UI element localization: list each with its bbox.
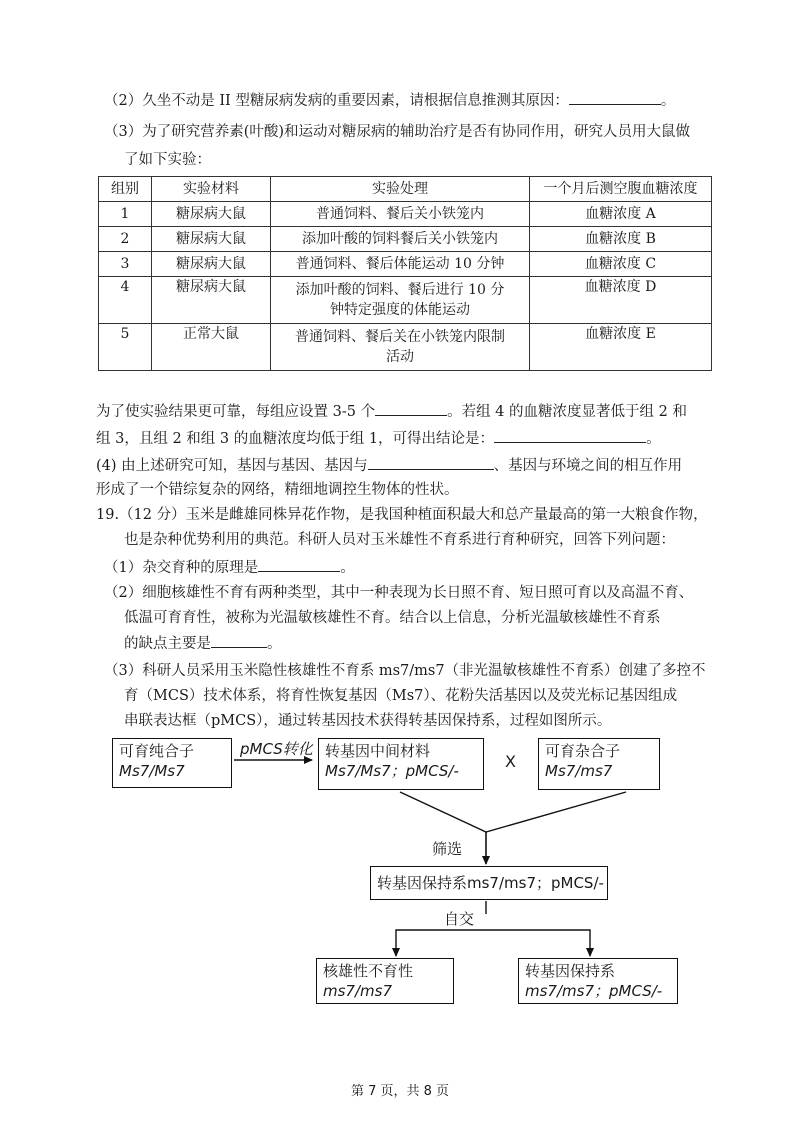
header-result: 一个月后测空腹血糖浓度 <box>530 177 712 202</box>
q18-part3-line1: （3）为了研究营养素(叶酸)和运动对糖尿病的辅助治疗是否有协同作用，研究人员用大鼠做 <box>104 124 691 140</box>
cell-material: 糖尿病大鼠 <box>152 227 271 252</box>
cell-material: 糖尿病大鼠 <box>152 277 271 324</box>
box-male-sterile: 核雄性不育性 ms7/ms7 <box>316 958 454 1004</box>
cross-merge-lines <box>400 792 626 832</box>
label-screening: 筛选 <box>432 840 463 858</box>
cell-result: 血糖浓度 C <box>530 252 712 277</box>
cell-treatment: 普通饲料、餐后关小铁笼内 <box>271 202 530 227</box>
cell-treatment: 普通饲料、餐后体能运动 10 分钟 <box>271 252 530 277</box>
cell-group: 5 <box>99 324 152 371</box>
cell-group: 3 <box>99 252 152 277</box>
q19-sub3-line1: （3）科研人员采用玉米隐性核雄性不育系 ms7/ms7（非光温敏核雄性不育系）创建了多控不 <box>104 663 706 679</box>
cell-material: 糖尿病大鼠 <box>152 202 271 227</box>
cell-treatment: 添加叶酸的饲料餐后关小铁笼内 <box>271 227 530 252</box>
cell-result: 血糖浓度 A <box>530 202 712 227</box>
q19-sub2-line2: 低温可育育性，被称为光温敏核雄性不育。结合以上信息，分析光温敏核雄性不育系 <box>124 610 661 626</box>
header-treatment: 实验处理 <box>271 177 530 202</box>
box-intermediate-material: 转基因中间材料 Ms7/Ms7；pMCS/- <box>318 738 484 790</box>
q18-after-line1: 为了使实验结果更可靠，每组应设置 3-5 个 。若组 4 的血糖浓度显著低于组 2 和 <box>96 401 687 422</box>
cell-group: 2 <box>99 227 152 252</box>
q18-part4-line1: (4) 由上述研究可知，基因与基因、基因与 、基因与环境之间的相互作用 <box>96 455 682 476</box>
cell-material: 正常大鼠 <box>152 324 271 371</box>
label-pmcs-transform: pMCS转化 <box>240 740 313 758</box>
q18-part4-line2: 形成了一个错综复杂的网络，精细地调控生物体的性状。 <box>96 482 459 498</box>
cross-symbol: X <box>505 752 516 771</box>
box-transgenic-maintainer-offspring: 转基因保持系 ms7/ms7；pMCS/- <box>518 958 678 1004</box>
q18-part3-line2: 了如下实验： <box>124 152 211 168</box>
box-fertile-homozygote: 可育纯合子 Ms7/Ms7 <box>112 738 232 788</box>
box-fertile-heterozygote: 可育杂合子 Ms7/ms7 <box>538 738 660 790</box>
q19-sub3-line3: 串联表达框（pMCS），通过转基因技术获得转基因保持系，过程如图所示。 <box>124 713 612 729</box>
q18-after-line2: 组 3，且组 2 和组 3 的血糖浓度均低于组 1，可得出结论是： 。 <box>96 428 661 449</box>
cell-material: 糖尿病大鼠 <box>152 252 271 277</box>
cell-group: 1 <box>99 202 152 227</box>
q18-part2: （2）久坐不动是 II 型糖尿病发病的重要因素，请根据信息推测其原因： 。 <box>104 90 675 111</box>
q19-sub1: （1）杂交育种的原理是 。 <box>104 557 355 578</box>
header-group: 组别 <box>99 177 152 202</box>
cell-treatment: 添加叶酸的饲料、餐后进行 10 分 钟特定强度的体能运动 <box>271 277 530 324</box>
header-material: 实验材料 <box>152 177 271 202</box>
label-selfing: 自交 <box>444 910 475 928</box>
cell-result: 血糖浓度 E <box>530 324 712 371</box>
q19-sub3-line2: 育（MCS）技术体系，将育性恢复基因（Ms7）、花粉失活基因以及荧光标记基因组成 <box>124 688 678 704</box>
q19-sub2-line3: 的缺点主要是 。 <box>124 633 282 654</box>
cell-result: 血糖浓度 D <box>530 277 712 324</box>
q19-header-line2: 也是杂种优势利用的典范。科研人员对玉米雄性不育系进行育种研究，回答下列问题： <box>124 532 675 548</box>
q19-sub2-line1: （2）细胞核雄性不育有两种类型，其中一种表现为长日照不育、短日照可育以及高温不育、 <box>104 585 694 601</box>
page-footer: 第 7 页，共 8 页 <box>350 1084 450 1099</box>
box-transgenic-maintainer: 转基因保持系ms7/ms7；pMCS/- <box>370 866 608 900</box>
cell-group: 4 <box>99 277 152 324</box>
cell-result: 血糖浓度 B <box>530 227 712 252</box>
bracket-self <box>396 930 590 944</box>
q19-header-line1: 19.（12 分）玉米是雌雄同株异花作物，是我国种植面积最大和总产量最高的第一大粮食作物， <box>96 507 708 523</box>
cell-treatment: 普通饲料、餐后关在小铁笼内限制 活动 <box>271 324 530 371</box>
